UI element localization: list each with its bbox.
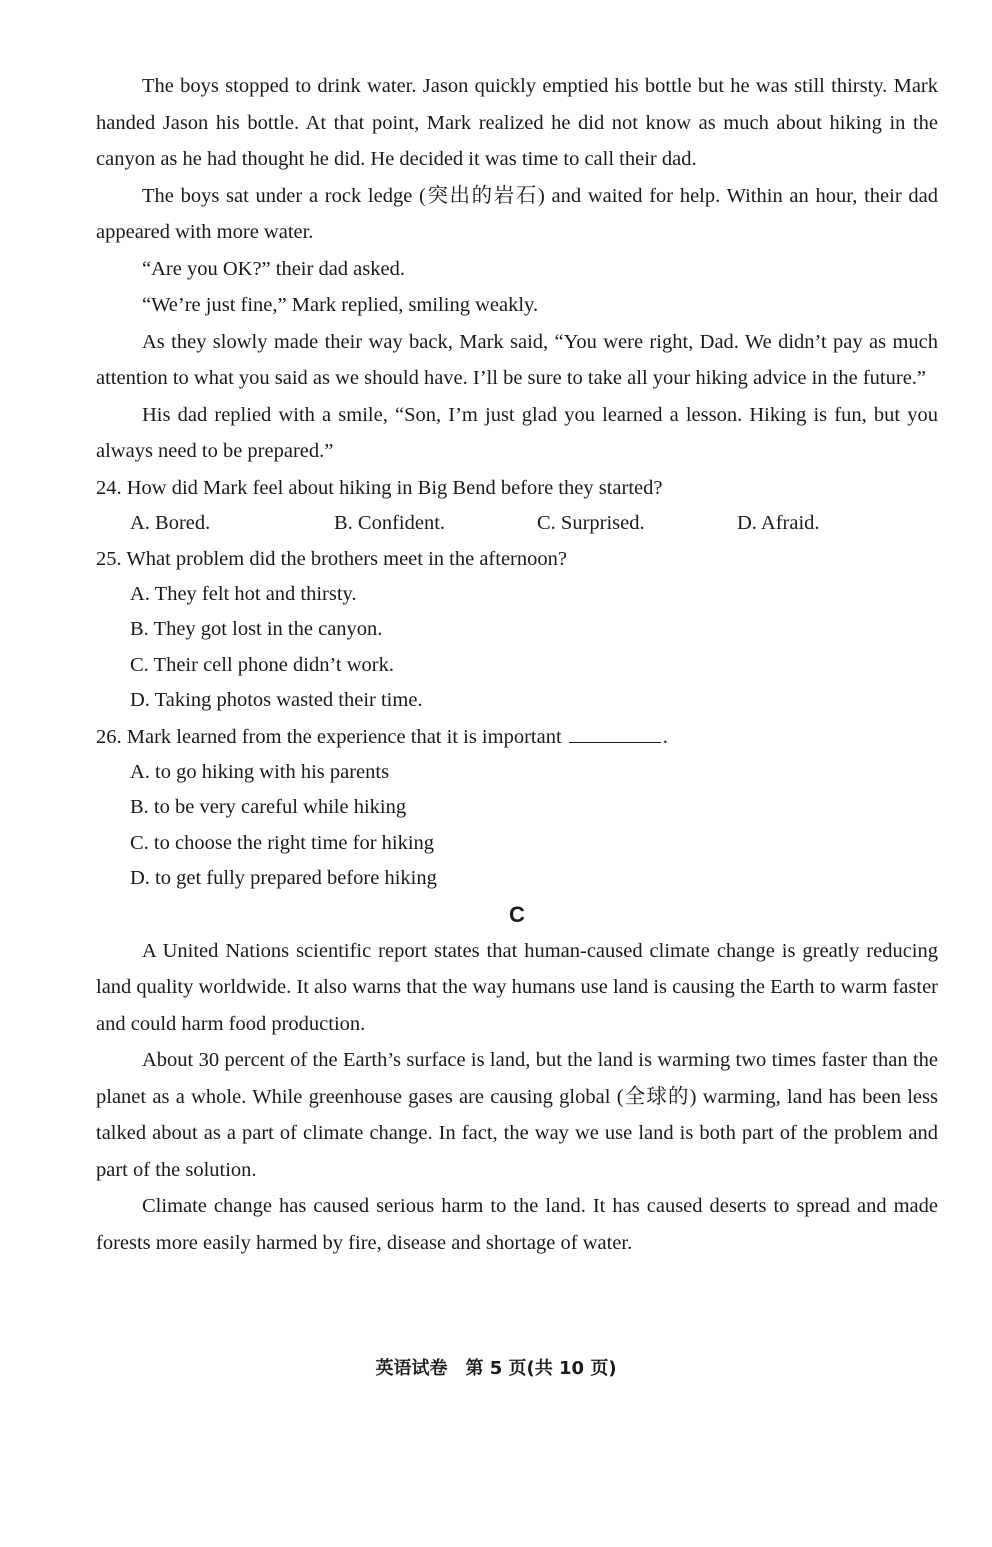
option-b: B. Confident. bbox=[334, 511, 446, 534]
option-a: A. They felt hot and thirsty. bbox=[130, 582, 357, 605]
passage-paragraph: The boys sat under a rock ledge (突出的岩石) and waited for help. Within an hour, their dad appeared with more water. bbox=[96, 184, 938, 243]
passage-paragraph: His dad replied with a smile, “Son, I’m just glad you learned a lesson. Hiking is fun, but you always need to be prepared.” bbox=[96, 403, 938, 462]
passage-paragraph: “We’re just fine,” Mark replied, smiling weakly. bbox=[142, 294, 539, 316]
question-24-options bbox=[96, 506, 938, 541]
option-b: B. They got lost in the canyon. bbox=[130, 618, 383, 640]
option-c: C. Their cell phone didn’t work. bbox=[130, 653, 394, 676]
option-b: B. to be very careful while hiking bbox=[130, 796, 407, 818]
question-26-stem-end: . bbox=[662, 725, 668, 748]
answer-blank bbox=[569, 724, 661, 743]
option-c: C. to choose the right time for hiking bbox=[130, 831, 435, 854]
passage-paragraph: “Are you OK?” their dad asked. bbox=[142, 257, 405, 280]
passage-paragraph: The boys stopped to drink water. Jason quickly emptied his bottle but he was still thirsty. Mark handed Jason his bottle. At that point, Mark realized he did not know as much about hiking in the canyon as he had thought he did. He decided it was time to call their dad. bbox=[96, 75, 938, 170]
option-c: C. Surprised. bbox=[537, 511, 645, 534]
exam-page bbox=[96, 68, 938, 1261]
option-d: D. Afraid. bbox=[737, 511, 820, 534]
passage-paragraph: A United Nations scientific report states that human-caused climate change is greatly reducing land quality worldwide. It also warns that the way humans use land is causing the Earth to warm faster and could harm food production. bbox=[96, 939, 938, 1035]
passage-paragraph: As they slowly made their way back, Mark said, “You were right, Dad. We didn’t pay as much attention to what you said as we should have. I’ll be sure to take all your hiking advice in the future.” bbox=[96, 330, 938, 389]
option-d: D. Taking photos wasted their time. bbox=[130, 689, 423, 711]
page-footer: 英语试卷 第 5 页(共 10 页) bbox=[375, 1358, 617, 1379]
question-26-stem-text: 26. Mark learned from the experience that it is important bbox=[96, 725, 562, 748]
passage-paragraph: About 30 percent of the Earth’s surface is land, but the land is warming two times faster than the planet as a whole. While greenhouse gases are causing global (全球的) warming, land has been less talked about as a part of climate change. In fact, the way we use land is both part of the problem and part of the solution. bbox=[96, 1049, 938, 1181]
section-heading: C bbox=[509, 901, 525, 927]
question-26-stem bbox=[96, 719, 938, 755]
question-24-stem: 24. How did Mark feel about hiking in Big Bend before they started? bbox=[96, 476, 663, 499]
passage-paragraph: Climate change has caused serious harm to the land. It has caused deserts to spread and made forests more easily harmed by fire, disease and shortage of water. bbox=[96, 1195, 938, 1254]
option-d: D. to get fully prepared before hiking bbox=[130, 867, 437, 889]
option-a: A. Bored. bbox=[130, 511, 211, 534]
question-25-stem: 25. What problem did the brothers meet in the afternoon? bbox=[96, 547, 567, 570]
option-a: A. to go hiking with his parents bbox=[130, 760, 390, 783]
